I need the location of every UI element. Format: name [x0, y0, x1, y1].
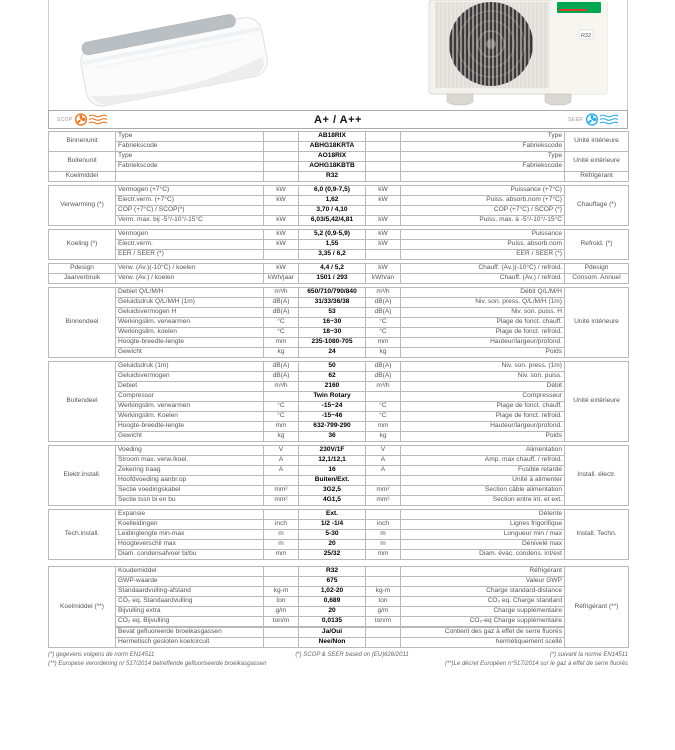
label-fr: COP (+7°C) / SCOP (*)	[401, 206, 565, 216]
footnote-row-1	[48, 651, 628, 660]
label-nl: Koudemiddel	[116, 567, 264, 577]
label-nl: Vermogen (+7°C)	[116, 186, 264, 196]
label-fr: Contient des gaz à effet de serre fluorés	[401, 627, 565, 638]
label-nl: Hermetisch gesloten koelcircuit	[116, 638, 264, 648]
unit-nl: kW	[264, 264, 299, 274]
category-fr: Chauffage (*)	[565, 186, 629, 226]
label-fr: Fabriekscode	[401, 162, 565, 172]
value: 50	[299, 362, 366, 372]
unit-nl: mm	[264, 422, 299, 432]
unit-nl: dB(A)	[264, 362, 299, 372]
photo-area	[48, 0, 628, 110]
category-nl: Koeling (*)	[49, 230, 116, 260]
label-nl: Werkingslim. verwarmen	[116, 318, 264, 328]
value: 31/33/36/38	[299, 298, 366, 308]
label-nl: Koelleidingen	[116, 520, 264, 530]
unit-fr: m	[366, 530, 401, 540]
unit-fr: m³/h	[366, 288, 401, 298]
value: 53	[299, 308, 366, 318]
label-nl: Type	[116, 152, 264, 162]
section-buitendeel	[48, 361, 629, 442]
label-nl: Werkingslim. Koelen	[116, 412, 264, 422]
value: Nee/Non	[299, 638, 366, 648]
unit-fr: °C	[366, 402, 401, 412]
unit-fr	[366, 132, 401, 142]
label-nl: Expansie	[116, 510, 264, 520]
label-fr: Plage de fonct. refroid.	[401, 328, 565, 338]
unit-nl	[264, 510, 299, 520]
value: AOHG18KBTB	[299, 162, 366, 172]
energy-rating-bar	[48, 110, 628, 129]
unit-nl: kg-m	[264, 587, 299, 597]
unit-fr	[366, 510, 401, 520]
unit-fr: A	[366, 466, 401, 476]
unit-fr: mm	[366, 338, 401, 348]
category-fr: Consom. Annuel	[565, 274, 629, 284]
category-nl: Elektr.install.	[49, 446, 116, 506]
label-nl: Leidinglengte min-max	[116, 530, 264, 540]
label-fr: Charge standard-distance	[401, 587, 565, 597]
energy-rating: A+ / A++	[314, 113, 362, 126]
label-nl: Verw. (Av.) / koelen	[116, 274, 264, 284]
unit-nl: m³/h	[264, 288, 299, 298]
value: 0,0135	[299, 617, 366, 628]
section-jaarverbruik	[48, 273, 629, 284]
unit-nl: mm	[264, 550, 299, 560]
section-binnenunit	[48, 131, 629, 152]
value: 12,1/12,1	[299, 456, 366, 466]
label-nl: Compressor	[116, 392, 264, 402]
unit-fr	[366, 567, 401, 577]
label-nl: Vermogen	[116, 230, 264, 240]
spec-sheet	[48, 0, 628, 670]
label-fr: Détente	[401, 510, 565, 520]
label-nl: Hoogte-breedte-lengte	[116, 422, 264, 432]
label-fr: Niv. son. puiss.	[401, 372, 565, 382]
unit-nl: °C	[264, 318, 299, 328]
unit-fr: A	[366, 456, 401, 466]
value: R32	[299, 172, 366, 182]
category-nl: Buitenunit	[49, 152, 116, 172]
value: 1501 / 293	[299, 274, 366, 284]
value: 4G1,5	[299, 496, 366, 506]
footnote-fr: (*) suivant la norme EN14511	[549, 652, 628, 658]
category-fr: Unité extérieure	[565, 362, 629, 442]
seer-badge	[568, 111, 619, 128]
value: 5-30	[299, 530, 366, 540]
spec-table	[48, 131, 628, 648]
unit-nl	[264, 577, 299, 587]
label-fr: Alimentation	[401, 446, 565, 456]
value: 675	[299, 577, 366, 587]
label-nl: Bevat gefluoreerde broeikasgassen	[116, 627, 264, 638]
label-nl: Gewicht	[116, 348, 264, 358]
label-fr: Débit	[401, 382, 565, 392]
label-fr: Diam. évac. condens. int/ext	[401, 550, 565, 560]
label-fr: Longueur min / max	[401, 530, 565, 540]
unit-nl	[264, 162, 299, 172]
value: -15~46	[299, 412, 366, 422]
unit-fr: ton	[366, 597, 401, 607]
footnote-nl: (*) gegevens volgens de norm EN14511	[48, 652, 155, 658]
unit-fr: kW	[366, 216, 401, 226]
footnote-center: (*) SCOP & SEER based on (EU)626/2011	[295, 652, 409, 658]
value: 3,70 / 4,10	[299, 206, 366, 216]
value: Buiten/Ext.	[299, 476, 366, 486]
label-nl: Gewicht	[116, 432, 264, 442]
unit-fr	[366, 476, 401, 486]
category-nl: Jaarverbruik	[49, 274, 116, 284]
value: 1,02-20	[299, 587, 366, 597]
unit-nl: kWh/jaar	[264, 274, 299, 284]
label-fr: Puiss. absorb.nom	[401, 240, 565, 250]
value: 235-1080-705	[299, 338, 366, 348]
unit-fr: kg	[366, 348, 401, 358]
label-fr: Valeur GWP	[401, 577, 565, 587]
label-nl: Electr.verm. (+7°C)	[116, 196, 264, 206]
category-fr: Pdesign	[565, 264, 629, 274]
label-nl: Type	[116, 132, 264, 142]
label-fr: Poids	[401, 432, 565, 442]
unit-nl: inch	[264, 520, 299, 530]
unit-fr	[366, 142, 401, 152]
label-fr: EER / SEER (*)	[401, 250, 565, 260]
unit-nl: °C	[264, 412, 299, 422]
value: Ja/Oui	[299, 627, 366, 638]
unit-fr: kg-m	[366, 587, 401, 597]
unit-nl: m³/h	[264, 382, 299, 392]
label-fr: Section entre int. et ext.	[401, 496, 565, 506]
label-nl: Diam. condensafvoer bi/bu	[116, 550, 264, 560]
category-fr: Install. électr.	[565, 446, 629, 506]
label-nl: Electr.verm.	[116, 240, 264, 250]
unit-nl: kg	[264, 432, 299, 442]
unit-nl	[264, 476, 299, 486]
outdoor-unit-photo	[427, 0, 613, 108]
label-nl: Verm. max. bij -5°/-10°/-15°C	[116, 216, 264, 226]
unit-fr: dB(A)	[366, 298, 401, 308]
unit-fr	[366, 152, 401, 162]
section-verwarming	[48, 185, 629, 226]
label-fr: hermétiquement scellé	[401, 638, 565, 648]
unit-nl: g/m	[264, 607, 299, 617]
label-nl	[116, 172, 264, 182]
value: Ext.	[299, 510, 366, 520]
label-fr: Chauff. (Av.) / refroid.	[401, 274, 565, 284]
value: 16	[299, 466, 366, 476]
category-fr: Réfrigérant	[565, 172, 629, 182]
unit-fr: °C	[366, 318, 401, 328]
seer-fan-icon	[585, 113, 619, 126]
seer-label: SEER	[568, 116, 583, 123]
value: 1/2 -1/4	[299, 520, 366, 530]
unit-fr: V	[366, 446, 401, 456]
label-fr: Niv. son. press. Q/L/M/H (1m)	[401, 298, 565, 308]
unit-fr: mm²	[366, 496, 401, 506]
scop-label: SCOP	[57, 116, 73, 123]
footnote-nl-2: (**) Europese verordening nr 517/2014 betreffende gefluoriseerde broeikasgassen	[48, 661, 267, 668]
label-fr: Niv. son. puiss. H	[401, 308, 565, 318]
value: R32	[299, 567, 366, 577]
value: 24	[299, 348, 366, 358]
unit-nl: kW	[264, 196, 299, 206]
label-fr: Niv. son. press. (1m)	[401, 362, 565, 372]
label-fr: Dénivelé max	[401, 540, 565, 550]
label-fr: Plage de fonct. chauff.	[401, 402, 565, 412]
category-fr: Install. Techn.	[565, 510, 629, 560]
label-fr: Hauteur/largeur/profond.	[401, 422, 565, 432]
value: 0,689	[299, 597, 366, 607]
category-fr: Unité intérieure	[565, 288, 629, 358]
label-fr: Puissance (+7°C)	[401, 186, 565, 196]
unit-fr: kg	[366, 432, 401, 442]
unit-nl: ton/m	[264, 617, 299, 628]
unit-nl: dB(A)	[264, 372, 299, 382]
value: 6,0 (0,9-7,5)	[299, 186, 366, 196]
unit-fr: kW	[366, 264, 401, 274]
r32-badge-label: R32	[580, 33, 592, 39]
category-nl: Binnendeel	[49, 288, 116, 358]
unit-nl: mm²	[264, 486, 299, 496]
section-binnendeel	[48, 287, 629, 358]
unit-nl: m	[264, 540, 299, 550]
label-nl: Werkingslim. verwarmen	[116, 402, 264, 412]
unit-fr: kW	[366, 230, 401, 240]
r32-badge	[579, 30, 593, 39]
category-fr: Réfrigérant (**)	[565, 567, 629, 648]
value: 6,03/5,42/4,81	[299, 216, 366, 226]
value: 650/710/790/840	[299, 288, 366, 298]
label-fr: Débit Q/L/M/H	[401, 288, 565, 298]
unit-fr	[366, 206, 401, 216]
label-nl: Sectie tssn bi en bu	[116, 496, 264, 506]
value: 16~30	[299, 318, 366, 328]
label-nl: GWP-waarde	[116, 577, 264, 587]
label-nl: Verw. (Av.)(-10°C) / koelen	[116, 264, 264, 274]
unit-fr: dB(A)	[366, 308, 401, 318]
unit-nl: °C	[264, 402, 299, 412]
value: 5,2 (0,9-5,9)	[299, 230, 366, 240]
category-nl: Koelmiddel	[49, 172, 116, 182]
unit-nl	[264, 206, 299, 216]
label-nl: Sectie voedingskabel	[116, 486, 264, 496]
unit-fr	[366, 627, 401, 638]
unit-fr: °C	[366, 412, 401, 422]
unit-fr: g/m	[366, 607, 401, 617]
label-nl: Geluidsvermogen	[116, 372, 264, 382]
label-fr: Charge supplémentaire	[401, 607, 565, 617]
label-fr	[401, 172, 565, 182]
category-nl: Verwarming (*)	[49, 186, 116, 226]
label-fr: Type	[401, 132, 565, 142]
label-nl: Stroom max. verw./koel.	[116, 456, 264, 466]
unit-nl: A	[264, 466, 299, 476]
label-nl: COP (+7°C) / SCOP(*)	[116, 206, 264, 216]
label-fr: Fusible retardé	[401, 466, 565, 476]
label-fr: CO₂-eq Charge supplémentaire	[401, 617, 565, 628]
label-fr: Puiss. max. à -5°/-10°/-15°C	[401, 216, 565, 226]
value: 3G2,5	[299, 486, 366, 496]
label-nl: Geluidsvermogen H	[116, 308, 264, 318]
unit-nl: V	[264, 446, 299, 456]
label-fr: Compresseur	[401, 392, 565, 402]
value: 62	[299, 372, 366, 382]
value: 36	[299, 432, 366, 442]
value: 25/32	[299, 550, 366, 560]
unit-fr	[366, 638, 401, 648]
value: AB18RIX	[299, 132, 366, 142]
unit-fr: mm	[366, 422, 401, 432]
unit-nl: kW	[264, 186, 299, 196]
unit-fr: °C	[366, 328, 401, 338]
value: 3,35 / 6,2	[299, 250, 366, 260]
unit-fr: kW	[366, 186, 401, 196]
unit-fr	[366, 250, 401, 260]
unit-fr: mm²	[366, 486, 401, 496]
unit-fr: m	[366, 540, 401, 550]
scop-badge	[57, 111, 108, 128]
unit-fr: mm	[366, 550, 401, 560]
value: 20	[299, 540, 366, 550]
unit-fr	[366, 172, 401, 182]
unit-nl	[264, 567, 299, 577]
unit-fr: kWh/an	[366, 274, 401, 284]
label-nl: Fabriekscode	[116, 162, 264, 172]
unit-fr: kW	[366, 196, 401, 206]
unit-nl: dB(A)	[264, 308, 299, 318]
value: 2160	[299, 382, 366, 392]
category-nl: Koelmiddel (**)	[49, 567, 116, 648]
label-nl: Debiet Q/L/M/H	[116, 288, 264, 298]
unit-nl	[264, 132, 299, 142]
unit-fr	[366, 392, 401, 402]
unit-nl: A	[264, 456, 299, 466]
category-nl: Tech.install.	[49, 510, 116, 560]
unit-nl	[264, 172, 299, 182]
label-fr: CO₂ eq. Charge standard	[401, 597, 565, 607]
value: -15~24	[299, 402, 366, 412]
unit-nl	[264, 627, 299, 638]
unit-nl	[264, 250, 299, 260]
label-nl: Hoogteverschil max	[116, 540, 264, 550]
scop-fan-icon	[74, 113, 108, 126]
unit-fr: ton/m	[366, 617, 401, 628]
label-fr: Réfrigérant	[401, 567, 565, 577]
value: AO18RIX	[299, 152, 366, 162]
unit-nl	[264, 152, 299, 162]
category-fr: Unité intérieure	[565, 132, 629, 152]
section-koelmiddel-f	[48, 566, 629, 648]
label-fr: Lignes frigorifique	[401, 520, 565, 530]
label-nl: Standaardvulling-afstand	[116, 587, 264, 597]
section-buitenunit	[48, 151, 629, 172]
unit-fr: m³/h	[366, 382, 401, 392]
value: 1,62	[299, 196, 366, 206]
label-fr: Amp. max chauff. / refroid.	[401, 456, 565, 466]
label-nl: Werkingslim. koelen	[116, 328, 264, 338]
section-tech-install	[48, 509, 629, 560]
label-fr: Puissance	[401, 230, 565, 240]
label-fr: Hauteur/largeur/profond.	[401, 338, 565, 348]
unit-nl	[264, 142, 299, 152]
category-fr: Refroid. (*)	[565, 230, 629, 260]
value: Twin Rotary	[299, 392, 366, 402]
label-fr: Section câble alimentation	[401, 486, 565, 496]
label-nl: Zekering traag	[116, 466, 264, 476]
label-nl: Debiet	[116, 382, 264, 392]
section-elektr-install	[48, 445, 629, 506]
label-nl: CO₂ eq. Standaardvulling	[116, 597, 264, 607]
value: 20	[299, 607, 366, 617]
unit-nl: m	[264, 530, 299, 540]
label-fr: Puiss. absorb.nom (+7°C)	[401, 196, 565, 206]
label-fr: Plage de fonct. chauff.	[401, 318, 565, 328]
label-fr: Type	[401, 152, 565, 162]
unit-nl: kW	[264, 240, 299, 250]
footnote-row-2	[48, 660, 628, 669]
unit-nl: kg	[264, 348, 299, 358]
value: ABHG18KRTA	[299, 142, 366, 152]
category-fr: Unité extérieure	[565, 152, 629, 172]
label-fr: Poids	[401, 348, 565, 358]
value: 1,55	[299, 240, 366, 250]
indoor-unit-photo	[55, 2, 290, 110]
unit-fr: dB(A)	[366, 372, 401, 382]
label-nl: EER / SEER (*)	[116, 250, 264, 260]
section-koelmiddel	[48, 171, 629, 182]
label-fr: Chauff. (Av.)(-10°C) / refroid.	[401, 264, 565, 274]
unit-fr	[366, 162, 401, 172]
unit-nl	[264, 392, 299, 402]
label-nl: Hoofdvoeding aanbr.op	[116, 476, 264, 486]
unit-nl	[264, 638, 299, 648]
value: 230V/1F	[299, 446, 366, 456]
section-koeling	[48, 229, 629, 260]
label-fr: Unité à alimenter	[401, 476, 565, 486]
unit-nl: kW	[264, 230, 299, 240]
unit-nl: °C	[264, 328, 299, 338]
label-nl: Voeding	[116, 446, 264, 456]
value: 4,4 / 5,2	[299, 264, 366, 274]
category-nl: Buitendeel	[49, 362, 116, 442]
unit-fr: dB(A)	[366, 362, 401, 372]
unit-nl: kW	[264, 216, 299, 226]
label-nl: CO₂ eq. Bijvulling	[116, 617, 264, 628]
label-nl: Fabriekscode	[116, 142, 264, 152]
unit-fr	[366, 577, 401, 587]
label-nl: Geluidsdruk (1m)	[116, 362, 264, 372]
category-nl: Binnenunit	[49, 132, 116, 152]
unit-fr: inch	[366, 520, 401, 530]
label-fr: Fabriekscode	[401, 142, 565, 152]
unit-fr: kW	[366, 240, 401, 250]
footnote-fr-2: (**)Le décret Européen n°517/2014 sur le gaz à effet de serre fluorés	[444, 661, 628, 668]
label-fr: Plage de fonct. refroid.	[401, 412, 565, 422]
unit-nl: mm²	[264, 496, 299, 506]
category-nl: Pdesign	[49, 264, 116, 274]
value: 632-799-290	[299, 422, 366, 432]
label-nl: Hoogte-breedte-lengte	[116, 338, 264, 348]
value: 18~30	[299, 328, 366, 338]
unit-nl: ton	[264, 597, 299, 607]
unit-nl: mm	[264, 338, 299, 348]
footnotes	[48, 651, 628, 670]
brand-logo	[557, 2, 601, 13]
label-nl: Bijvulling extra	[116, 607, 264, 617]
unit-nl: dB(A)	[264, 298, 299, 308]
label-nl: Geluidsdruk Q/L/M/H (1m)	[116, 298, 264, 308]
